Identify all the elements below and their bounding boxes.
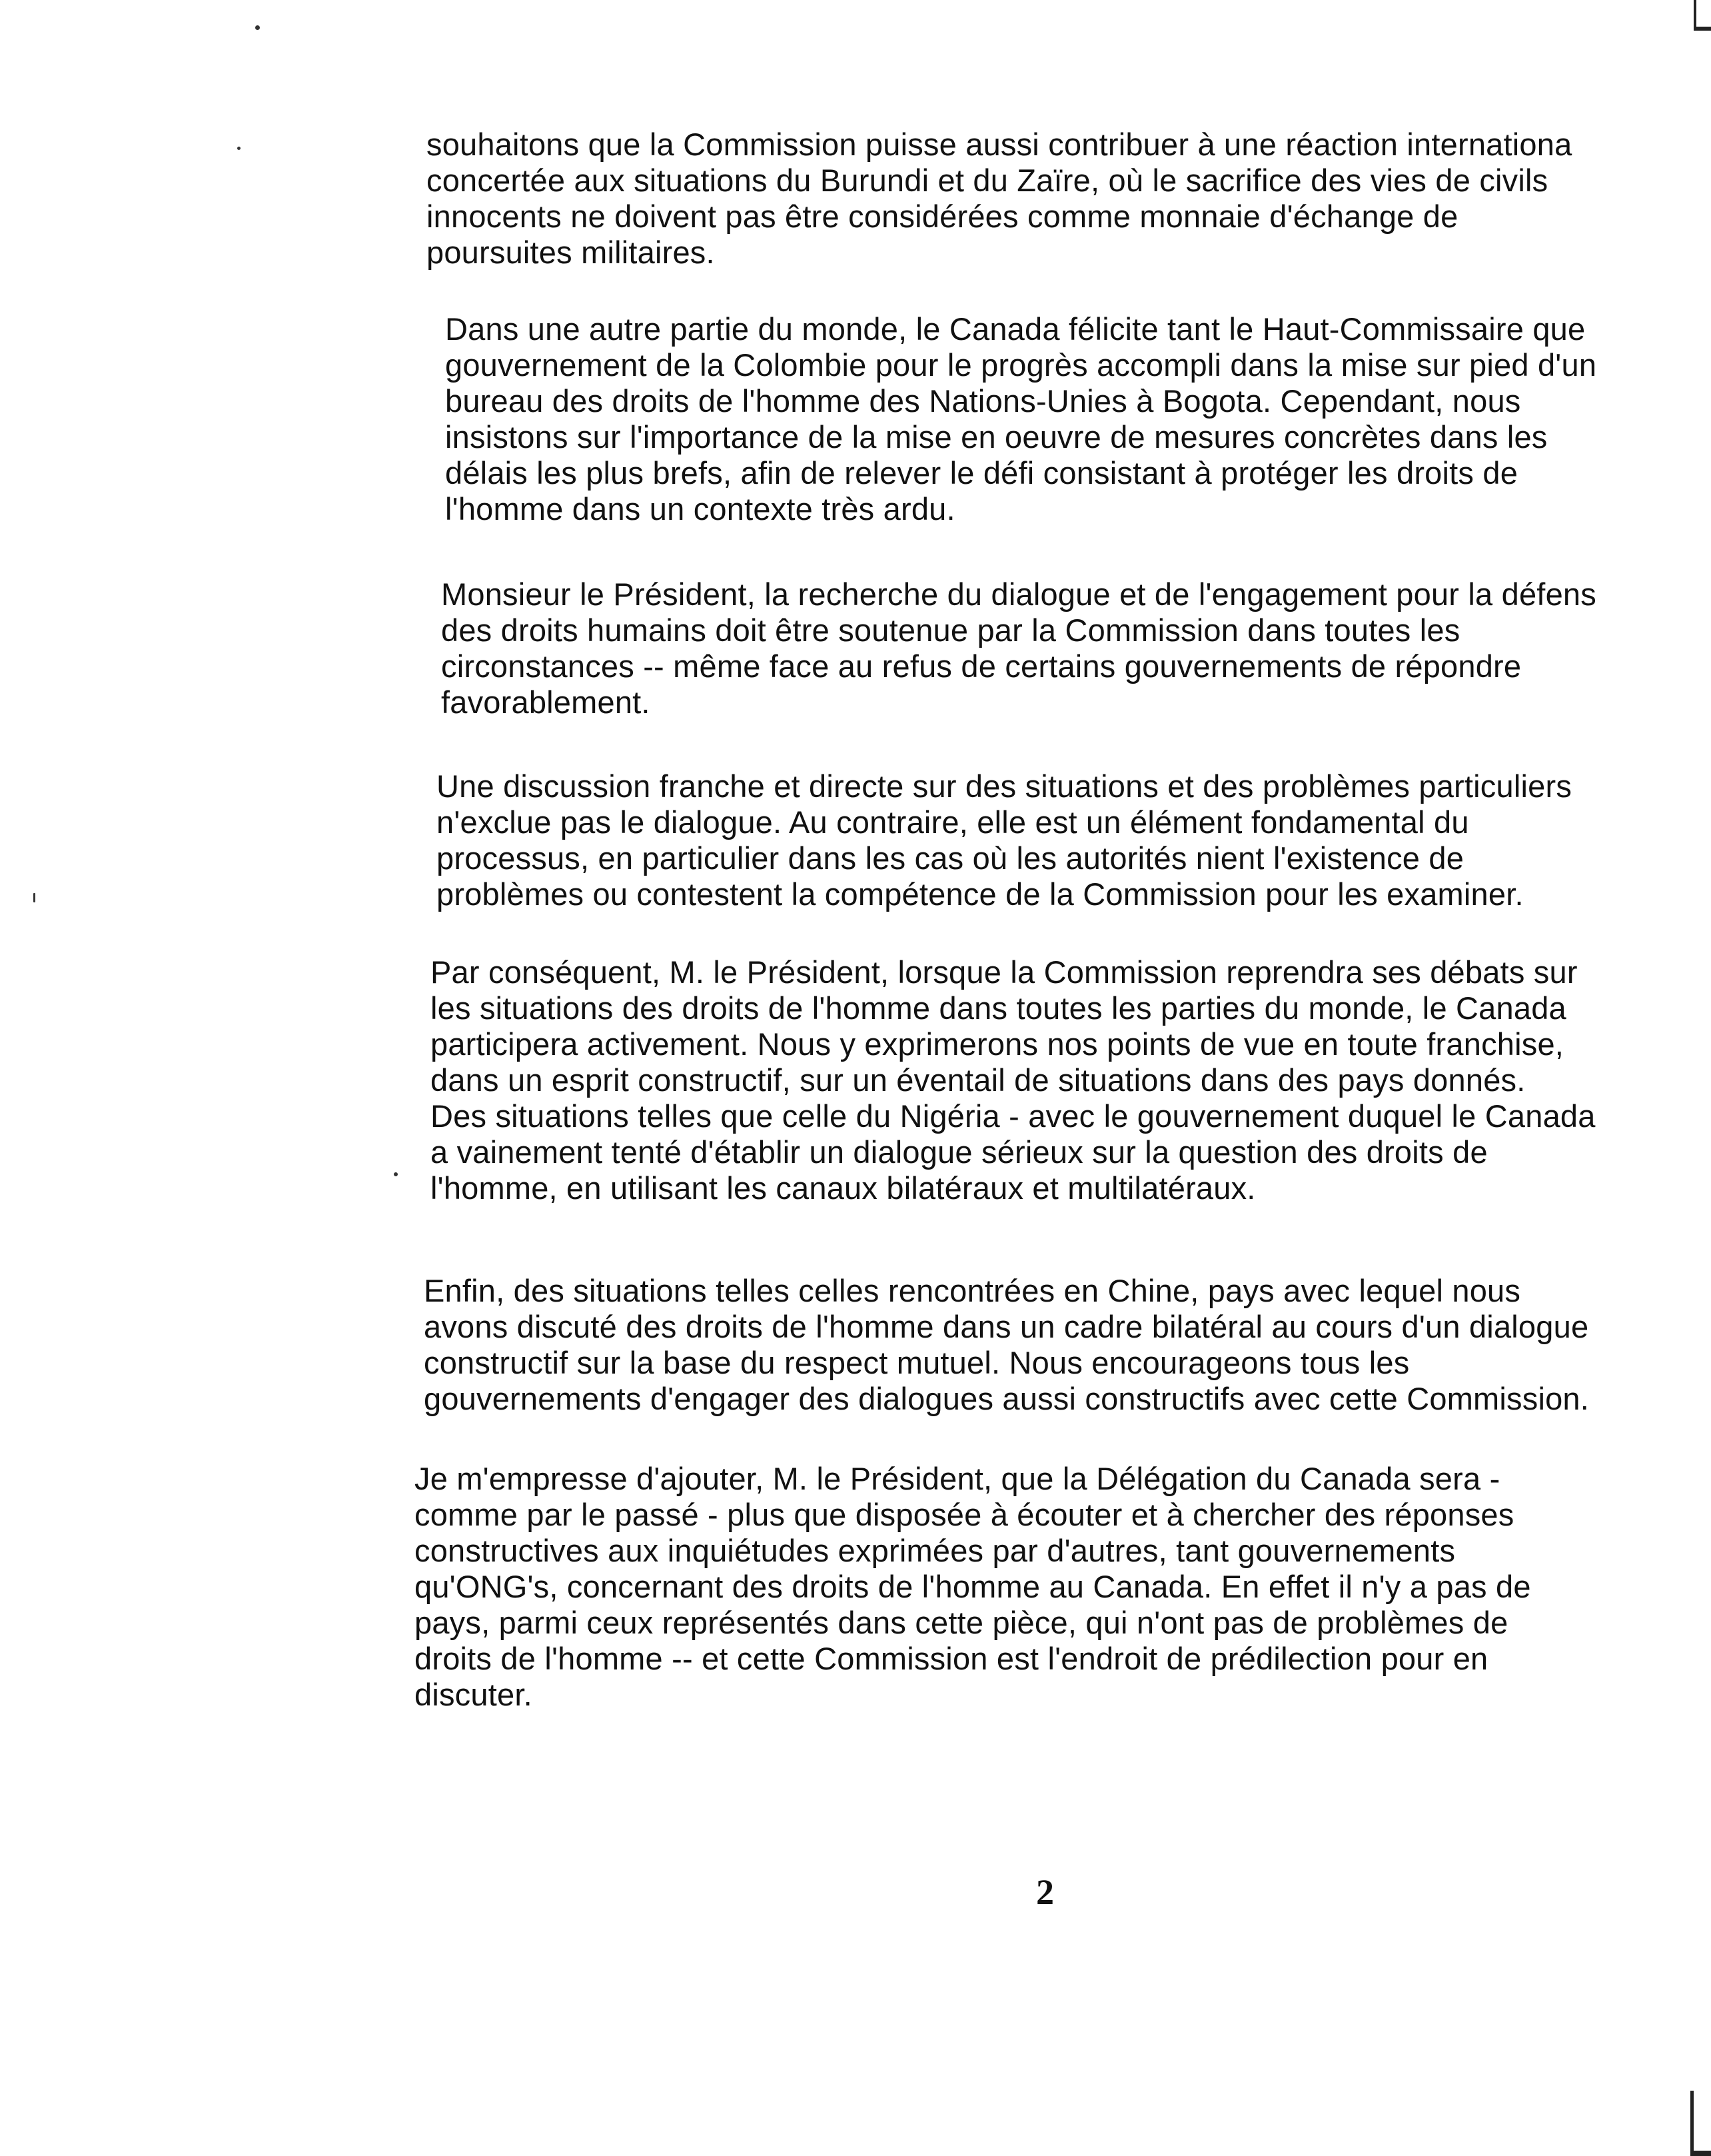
text-line: Des situations telles que celle du Nigéria - avec le gouvernement duquel le Canada xyxy=(430,1098,1596,1134)
text-line: insistons sur l'importance de la mise en oeuvre de mesures concrètes dans les xyxy=(445,419,1548,455)
text-line: circonstances -- même face au refus de certains gouvernements de répondre xyxy=(441,648,1522,684)
scan-corner-mark-bottom xyxy=(1690,2091,1711,2156)
text-line: a vainement tenté d'établir un dialogue sérieux sur la question des droits de xyxy=(430,1134,1488,1170)
text-line: poursuites militaires. xyxy=(426,235,715,270)
text-line: droits de l'homme -- et cette Commission est l'endroit de prédilection pour en xyxy=(414,1641,1488,1676)
page-number: 2 xyxy=(1036,1872,1054,1912)
text-line: qu'ONG's, concernant des droits de l'homme au Canada. En effet il n'y a pas de xyxy=(414,1569,1531,1604)
paragraph-1 xyxy=(426,127,1672,271)
text-line: n'exclue pas le dialogue. Au contraire, elle est un élément fondamental du xyxy=(436,804,1469,840)
text-line: des droits humains doit être soutenue par la Commission dans toutes les xyxy=(441,612,1460,648)
text-line: Par conséquent, M. le Président, lorsque la Commission reprendra ses débats sur xyxy=(430,954,1578,990)
text-line: Je m'empresse d'ajouter, M. le Président, que la Délégation du Canada sera - xyxy=(414,1461,1500,1496)
paragraph-4 xyxy=(436,768,1682,912)
text-line: favorablement. xyxy=(441,684,650,720)
text-line: Enfin, des situations telles celles rencontrées en Chine, pays avec lequel nous xyxy=(424,1273,1521,1308)
scan-speck xyxy=(237,147,241,150)
paragraph-3 xyxy=(441,576,1687,720)
text-line: délais les plus brefs, afin de relever le défi consistant à protéger les droits de xyxy=(445,455,1518,491)
text-line: l'homme dans un contexte très ardu. xyxy=(445,491,955,527)
scan-corner-mark-top xyxy=(1694,0,1711,31)
paragraph-2 xyxy=(445,311,1691,527)
scan-speck xyxy=(394,1172,398,1176)
text-line: dans un esprit constructif, sur un éventail de situations dans des pays donnés. xyxy=(430,1062,1526,1098)
text-line: processus, en particulier dans les cas où les autorités nient l'existence de xyxy=(436,840,1464,876)
text-line: pays, parmi ceux représentés dans cette pièce, qui n'ont pas de problèmes de xyxy=(414,1605,1508,1640)
text-line: les situations des droits de l'homme dans toutes les parties du monde, le Canada xyxy=(430,990,1566,1026)
text-line: constructives aux inquiétudes exprimées par d'autres, tant gouvernements xyxy=(414,1533,1456,1568)
text-line: constructif sur la base du respect mutuel. Nous encourageons tous les xyxy=(424,1345,1410,1380)
text-line: Une discussion franche et directe sur des situations et des problèmes particuliers xyxy=(436,768,1572,804)
text-line: gouvernements d'engager des dialogues aussi constructifs avec cette Commission. xyxy=(424,1381,1590,1416)
text-line: participera activement. Nous y exprimerons nos points de vue en toute franchise, xyxy=(430,1026,1564,1062)
text-line: gouvernement de la Colombie pour le progrès accompli dans la mise sur pied d'un xyxy=(445,347,1597,383)
scan-speck xyxy=(33,893,35,902)
text-line: bureau des droits de l'homme des Nations-Unies à Bogota. Cependant, nous xyxy=(445,383,1521,419)
text-line: avons discuté des droits de l'homme dans un cadre bilatéral au cours d'un dialogue xyxy=(424,1309,1589,1344)
text-line: comme par le passé - plus que disposée à écouter et à chercher des réponses xyxy=(414,1497,1514,1532)
text-line: innocents ne doivent pas être considérées comme monnaie d'échange de xyxy=(426,199,1458,234)
text-line: Monsieur le Président, la recherche du dialogue et de l'engagement pour la défens xyxy=(441,576,1596,612)
text-line: souhaitons que la Commission puisse aussi contribuer à une réaction internationa xyxy=(426,127,1572,162)
text-line: concertée aux situations du Burundi et du Zaïre, où le sacrifice des vies de civils xyxy=(426,163,1548,198)
paragraph-5 xyxy=(430,954,1676,1206)
text-line: l'homme, en utilisant les canaux bilatéraux et multilatéraux. xyxy=(430,1170,1256,1206)
text-line: discuter. xyxy=(414,1677,532,1712)
text-line: Dans une autre partie du monde, le Canada félicite tant le Haut-Commissaire que xyxy=(445,311,1586,347)
scan-speck xyxy=(255,25,260,30)
paragraph-7 xyxy=(414,1461,1660,1713)
text-line: problèmes ou contestent la compétence de la Commission pour les examiner. xyxy=(436,876,1524,912)
paragraph-6 xyxy=(424,1273,1670,1417)
